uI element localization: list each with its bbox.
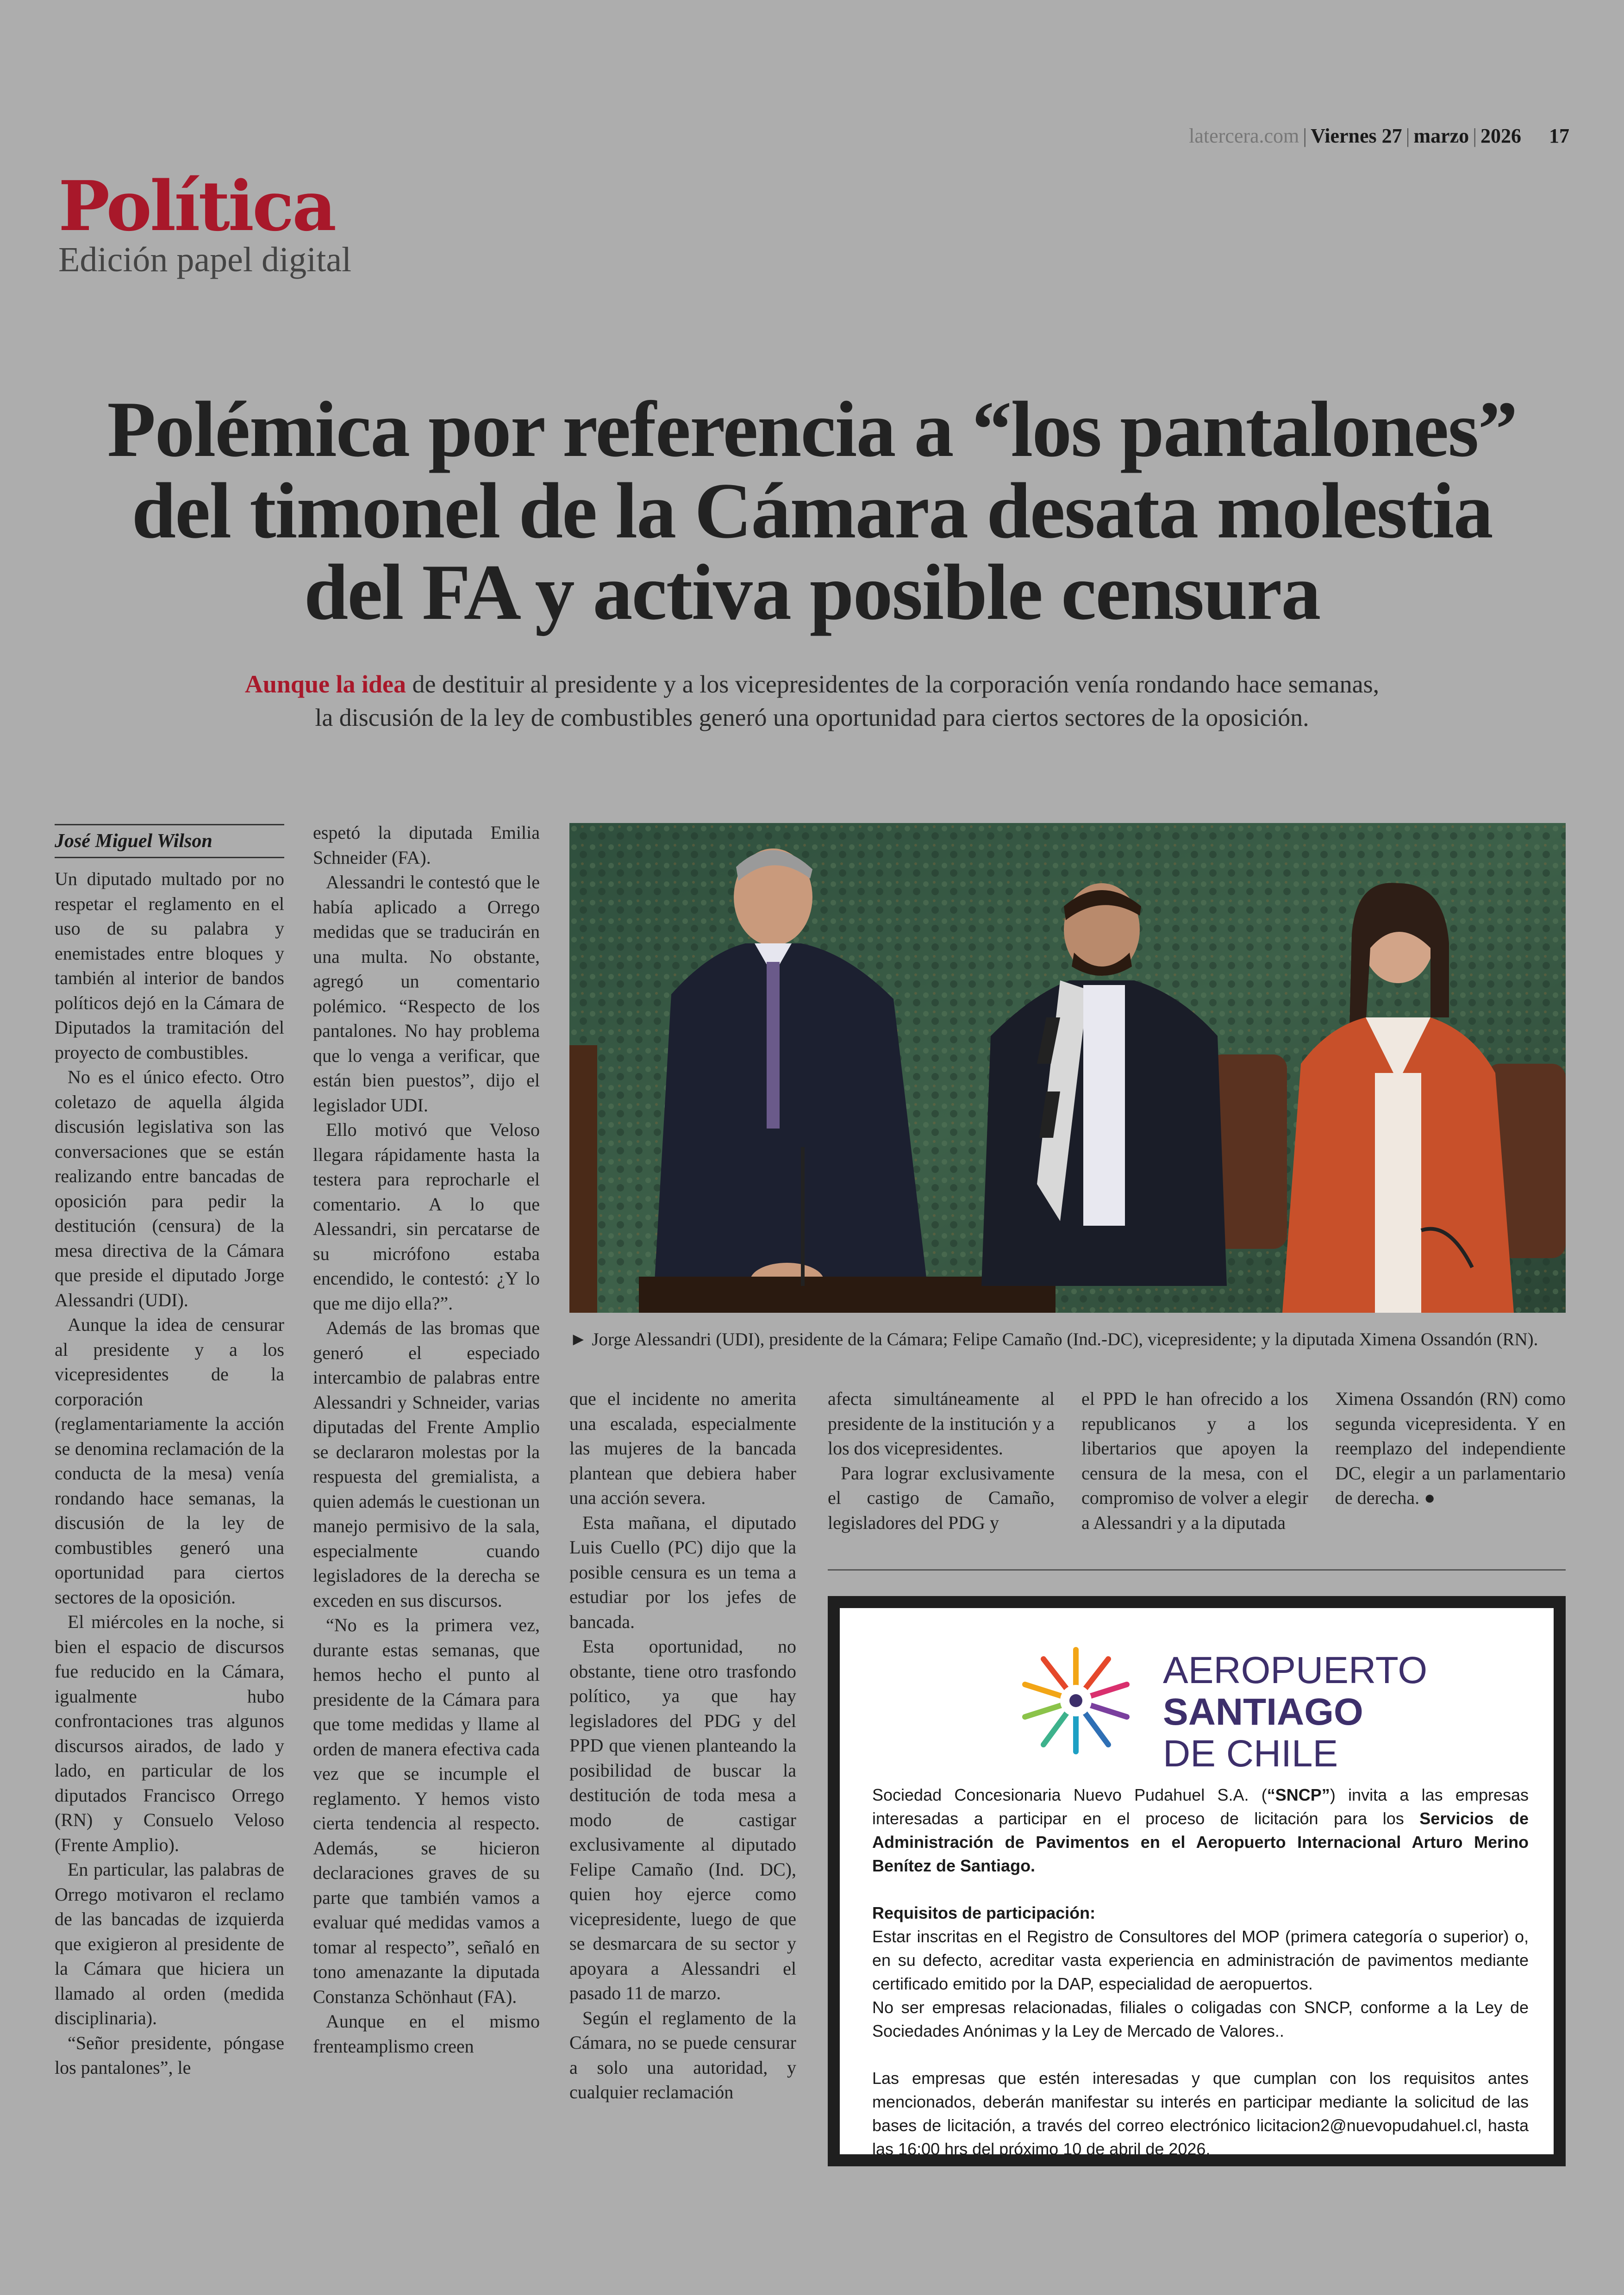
tender-advertisement <box>828 1596 1566 2166</box>
site-name[interactable]: latercera.com <box>1189 125 1299 147</box>
requirements-title: Requisitos de participación: <box>872 1903 1096 1922</box>
paragraph: Ello motivó que Veloso llegara rápidamente hasta la testera para reprocharle el comentario. A lo que Alessandri, sin percatarse de su micrófono estaba encendido, le contestó: ¿Y lo que me dijo ella?”. <box>313 1119 540 1314</box>
paragraph: Ximena Ossandón (RN) como segunda vicepresidenta. Y en reemplazo del independiente DC, elegir a un parlamentario de derecha. ● <box>1335 1388 1566 1508</box>
paragraph: que el incidente no amerita una escalada, especialmente las mujeres de la bancada plantean que debiera haber una acción severa. <box>569 1388 796 1508</box>
caption-text: Jorge Alessandri (UDI), presidente de la Cámara; Felipe Camaño (Ind.-DC), vicepresidente; y la diputada Ximena Ossandón (RN). <box>592 1329 1538 1349</box>
header-year: 2026 <box>1480 125 1521 147</box>
requirements <box>872 1901 1529 2043</box>
article-column-1 <box>55 867 284 2080</box>
header-day: Viernes 27 <box>1311 125 1402 147</box>
headline <box>46 386 1578 636</box>
ad-separator <box>828 1569 1566 1571</box>
article-column-5 <box>1081 1386 1308 1535</box>
requirement-item: Estar inscritas en el Registro de Consultores del MOP (primera categoría o superior) o, en su defecto, acreditar vasta experiencia en administración de pavimentos mediante certificado emitido por la DAP, especialidad de aeropuertos. <box>872 1927 1529 1993</box>
page-header-line: latercera.com | Viernes 27 | marzo | 2026 17 <box>1189 125 1569 147</box>
paragraph: Además de las bromas que generó el especiado intercambio de palabras entre Alessandri y Schneider, varias diputadas del Frente Amplio se declararon molestas por la respuesta del gremialista, a quien además le cuestionan un manejo permisivo de la sala, especialmente cuando legisladores de la derecha se exceden en sus discursos. <box>313 1317 540 1611</box>
paragraph: Esta oportunidad, no obstante, tiene otro trasfondo político, ya que hay legisladores del PDG y del PPD que vienen planteando la posibilidad de buscar la destitución de toda mesa a modo de castigar exclusivamente al diputado Felipe Camaño (Ind. DC), quien hoy ejerce como vicepresidente, luego de que se desmarcara de su sector y apoyara a Alessandri el pasado 11 de marzo. <box>569 1636 796 2003</box>
article-column-3 <box>569 1386 796 2105</box>
ad-text: Sociedad Concesionaria Nuevo Pudahuel S.A. ( <box>872 1785 1267 1804</box>
ad-text-bold: “SNCP” <box>1267 1785 1330 1804</box>
headline-line: del FA y activa posible censura <box>304 549 1320 636</box>
page-number: 17 <box>1549 125 1569 147</box>
photo-caption <box>569 1328 1566 1352</box>
logo-line: DE CHILE <box>1163 1733 1338 1775</box>
paragraph: El miércoles en la noche, si bien el espacio de discursos fue reducido en la Cámara, igualmente hubo confrontaciones tras algunos discursos airados, de lado y lado, en particular de los diputados Francisco Orrego (RN) y Consuelo Veloso (Frente Amplio). <box>55 1611 284 1855</box>
article-column-2 <box>313 820 540 2058</box>
caption-marker-icon: ► <box>569 1329 587 1349</box>
paragraph: Alessandri le contestó que le había aplicado a Orrego medidas que se traducirán en una multa. No obstante, agregó un comentario polémico. “Respecto de los pantalones. No hay problema que lo venga a verificar, que están bien puestos”, dijo el legislador UDI. <box>313 872 540 1116</box>
paragraph: No es el único efecto. Otro coletazo de aquella álgida discusión legislativa son las conversaciones que se están realizando entre bancadas de oposición para pedir la destitución (censura) de la mesa directiva de la Cámara que preside el diputado Jorge Alessandri (UDI). <box>55 1066 284 1310</box>
byline: José Miguel Wilson <box>55 824 284 858</box>
requirement-item: No ser empresas relacionadas, filiales o coligadas con SNCP, conforme a la Ley de Sociedades Anónimas y la Ley de Mercado de Valores.. <box>872 1998 1529 2040</box>
paragraph: Un diputado multado por no respetar el reglamento en el uso de su palabra y enemistades entre bloques y también al interior de bandos políticos dejó en la Cámara de Diputados la tramitación del proyecto de combustibles. <box>55 868 284 1063</box>
article-column-4 <box>828 1386 1055 1535</box>
paragraph: “No es la primera vez, durante estas semanas, que hemos hecho el punto al presidente de la Cámara para que tome medidas y llame al orden de manera efectiva cada vez que se incumple el reglamento. Y hemos visto cierta tendencia al respecto. Además, se hicieron declaraciones graves de su parte que también vamos a evaluar qué medidas vamos a tomar al respecto”, señaló en tono amenazante la diputada Constanza Schönhaut (FA). <box>313 1615 540 2007</box>
ad-body <box>872 1783 1529 2184</box>
airport-logo-icon <box>1016 1640 1136 1761</box>
ad-text: ) invita a las empresas interesadas a participar en el proceso de licitación para los <box>872 1785 1529 1828</box>
article-photo <box>569 823 1566 1313</box>
paragraph: “Señor presidente, póngase los pantalones”, le <box>55 2032 284 2078</box>
logo-line: SANTIAGO <box>1163 1691 1363 1733</box>
airport-logo-text <box>1163 1650 1427 1775</box>
edition-label: Edición papel digital <box>58 240 352 279</box>
deck-lead: Aunque la idea <box>244 670 406 698</box>
headline-line: Polémica por referencia a “los pantalones” <box>107 386 1517 474</box>
header-month: marzo <box>1413 125 1469 147</box>
paragraph: En particular, las palabras de Orrego motivaron el reclamo de las bancadas de izquierda que exigieron al presidente de la Cámara que hiciera un llamado al orden (medida disciplinaria). <box>55 1859 284 2028</box>
ad-intro <box>872 1783 1529 1877</box>
section-title: Política <box>58 166 335 246</box>
deck <box>83 667 1541 734</box>
paragraph: Aunque en el mismo frenteamplismo creen <box>313 2011 540 2057</box>
paragraph: espetó la diputada Emilia Schneider (FA). <box>313 822 540 868</box>
headline-line: del timonel de la Cámara desata molestia <box>131 467 1493 555</box>
logo-line: AEROPUERTO <box>1163 1649 1428 1691</box>
deck-text-1: de destituir al presidente y a los vicepresidentes de la corporación venía rondando hace semanas, <box>406 670 1380 698</box>
ad-text-bold: Servicios de Administración de Pavimentos en el Aeropuerto Internacional Arturo Merino Benítez de Santiago. <box>872 1809 1529 1875</box>
deck-text-2: la discusión de la ley de combustibles generó una oportunidad para ciertos sectores de la oposición. <box>315 704 1309 731</box>
paragraph: Esta mañana, el diputado Luis Cuello (PC) dijo que la posible censura es un tema a estudiar por los jefes de bancada. <box>569 1512 796 1632</box>
paragraph: el PPD le han ofrecido a los republicanos y a los libertarios que apoyen la censura de la mesa, con el compromiso de volver a elegir a Alessandri y a la diputada <box>1081 1388 1308 1533</box>
paragraph: afecta simultáneamente al presidente de la institución y a los dos vicepresidentes. <box>828 1388 1055 1459</box>
article-column-6 <box>1335 1386 1566 1510</box>
paragraph: Para lograr exclusivamente el castigo de Camaño, legisladores del PDG y <box>828 1462 1055 1533</box>
paragraph: Aunque la idea de censurar al presidente y a los vicepresidentes de la corporación (reglamentariamente la acción se denomina reclamación de la conducta de la mesa) venía rondando hace semanas, la discusión de la ley de combustibles generó una oportunidad para ciertos sectores de la oposición. <box>55 1314 284 1608</box>
paragraph: Según el reglamento de la Cámara, no se puede censurar a solo una autoridad, y cualquier reclamación <box>569 2007 796 2102</box>
ad-closing: Las empresas que estén interesadas y que cumplan con los requisitos antes mencionados, deberán manifestar su interés en participar mediante la solicitud de las bases de licitación, a través del correo electrónico licitacion2@nuevopudahuel.cl, hasta las 16:00 hrs del próximo 10 de abril de 2026. <box>872 2069 1529 2158</box>
